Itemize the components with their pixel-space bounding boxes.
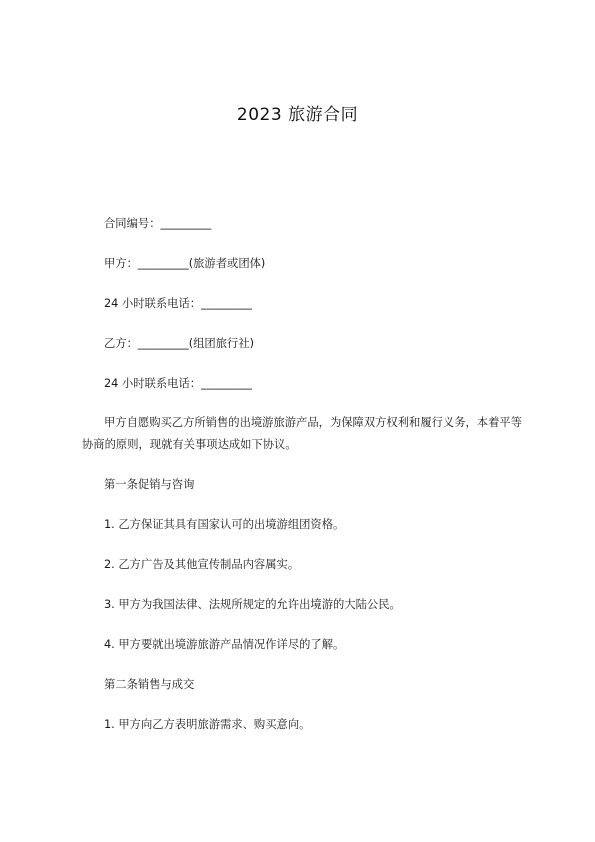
section-two-item: 1. 甲方向乙方表明旅游需求、购买意向。: [104, 718, 311, 731]
party-a-line: 甲方：_________(旅游者或团体): [104, 257, 266, 270]
section-two-heading: 第二条销售与成交: [104, 678, 195, 691]
contract-number-line: 合同编号：_________: [104, 217, 212, 230]
section-one-item: 2. 乙方广告及其他宣传制品内容属实。: [104, 558, 300, 571]
section-one-item: 3. 甲方为我国法律、法规所规定的允许出境游的大陆公民。: [104, 598, 401, 611]
section-one-heading: 第一条促销与咨询: [104, 478, 195, 491]
party-b-phone-line: 24 小时联系电话：_________: [104, 377, 252, 390]
section-one-item: 4. 甲方要就出境游旅游产品情况作详尽的了解。: [104, 638, 345, 651]
section-one-item: 1. 乙方保证其具有国家认可的出境游组团资格。: [104, 518, 345, 531]
party-a-phone-line: 24 小时联系电话：_________: [104, 297, 252, 310]
document-title: 2023 旅游合同: [236, 105, 359, 125]
party-b-line: 乙方：_________(组团旅行社): [104, 337, 255, 350]
intro-paragraph: 甲方自愿购买乙方所销售的出境游旅游产品，为保障双方权利和履行义务，本着平等协商的原则，现就有关事项达成如下协议。: [82, 416, 522, 451]
